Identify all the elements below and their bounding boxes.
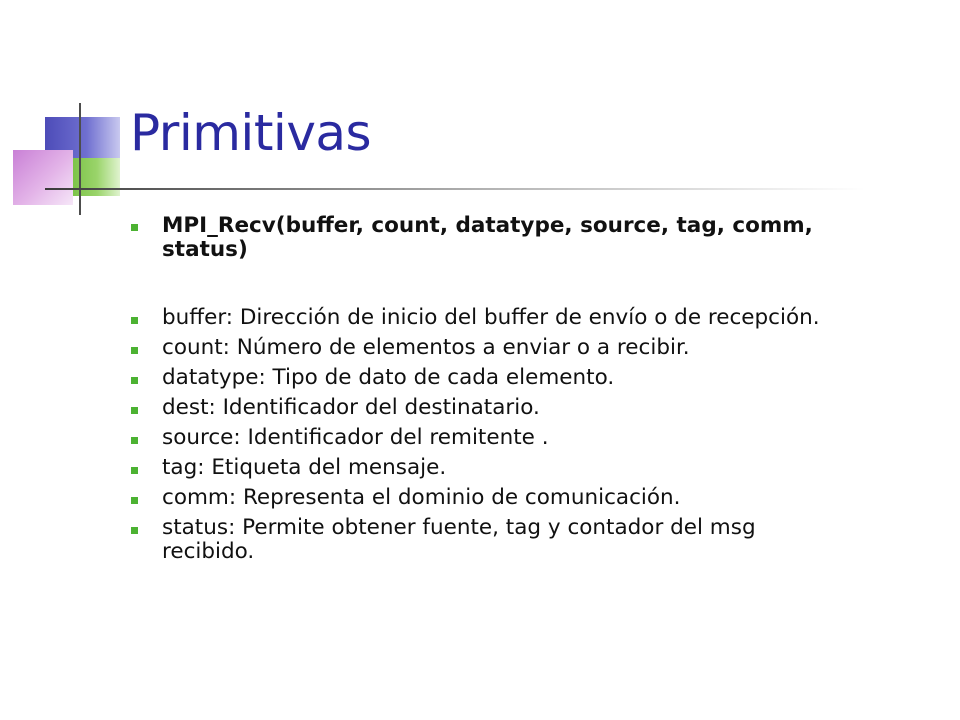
bullet-item [162,214,882,262]
bullet-marker [131,467,138,474]
bullet-line: status: Permite obtener fuente, tag y contador del msg [162,515,756,540]
bullet-item: buffer: Dirección de inicio del buffer de envío o de recepción. [162,305,820,330]
vertical-rule [79,103,81,215]
bullet-marker [131,407,138,414]
bullet-item: datatype: Tipo de dato de cada elemento. [162,365,615,390]
bullet-item: comm: Representa el dominio de comunicación. [162,485,681,510]
bullet-item: source: Identificador del remitente . [162,425,549,450]
bullet-marker [131,497,138,504]
bullet-item: dest: Identificador del destinatario. [162,395,540,420]
bullet-marker [131,437,138,444]
decorative-logo [0,0,140,220]
bullet-line: MPI_Recv(buffer, count, datatype, source, tag, comm, [162,213,813,238]
bullet-item [162,516,882,564]
bullet-marker [131,347,138,354]
bullet-line: status) [162,237,248,262]
slide-title: Primitivas [130,104,372,162]
pink-square-decoration [13,150,73,205]
bullet-item: count: Número de elementos a enviar o a recibir. [162,335,690,360]
bullet-line: recibido. [162,539,255,564]
title-underline [45,188,865,190]
bullet-marker [131,377,138,384]
bullet-marker [131,317,138,324]
bullet-item: tag: Etiqueta del mensaje. [162,455,447,480]
bullet-marker [131,224,138,231]
bullet-marker [131,527,138,534]
